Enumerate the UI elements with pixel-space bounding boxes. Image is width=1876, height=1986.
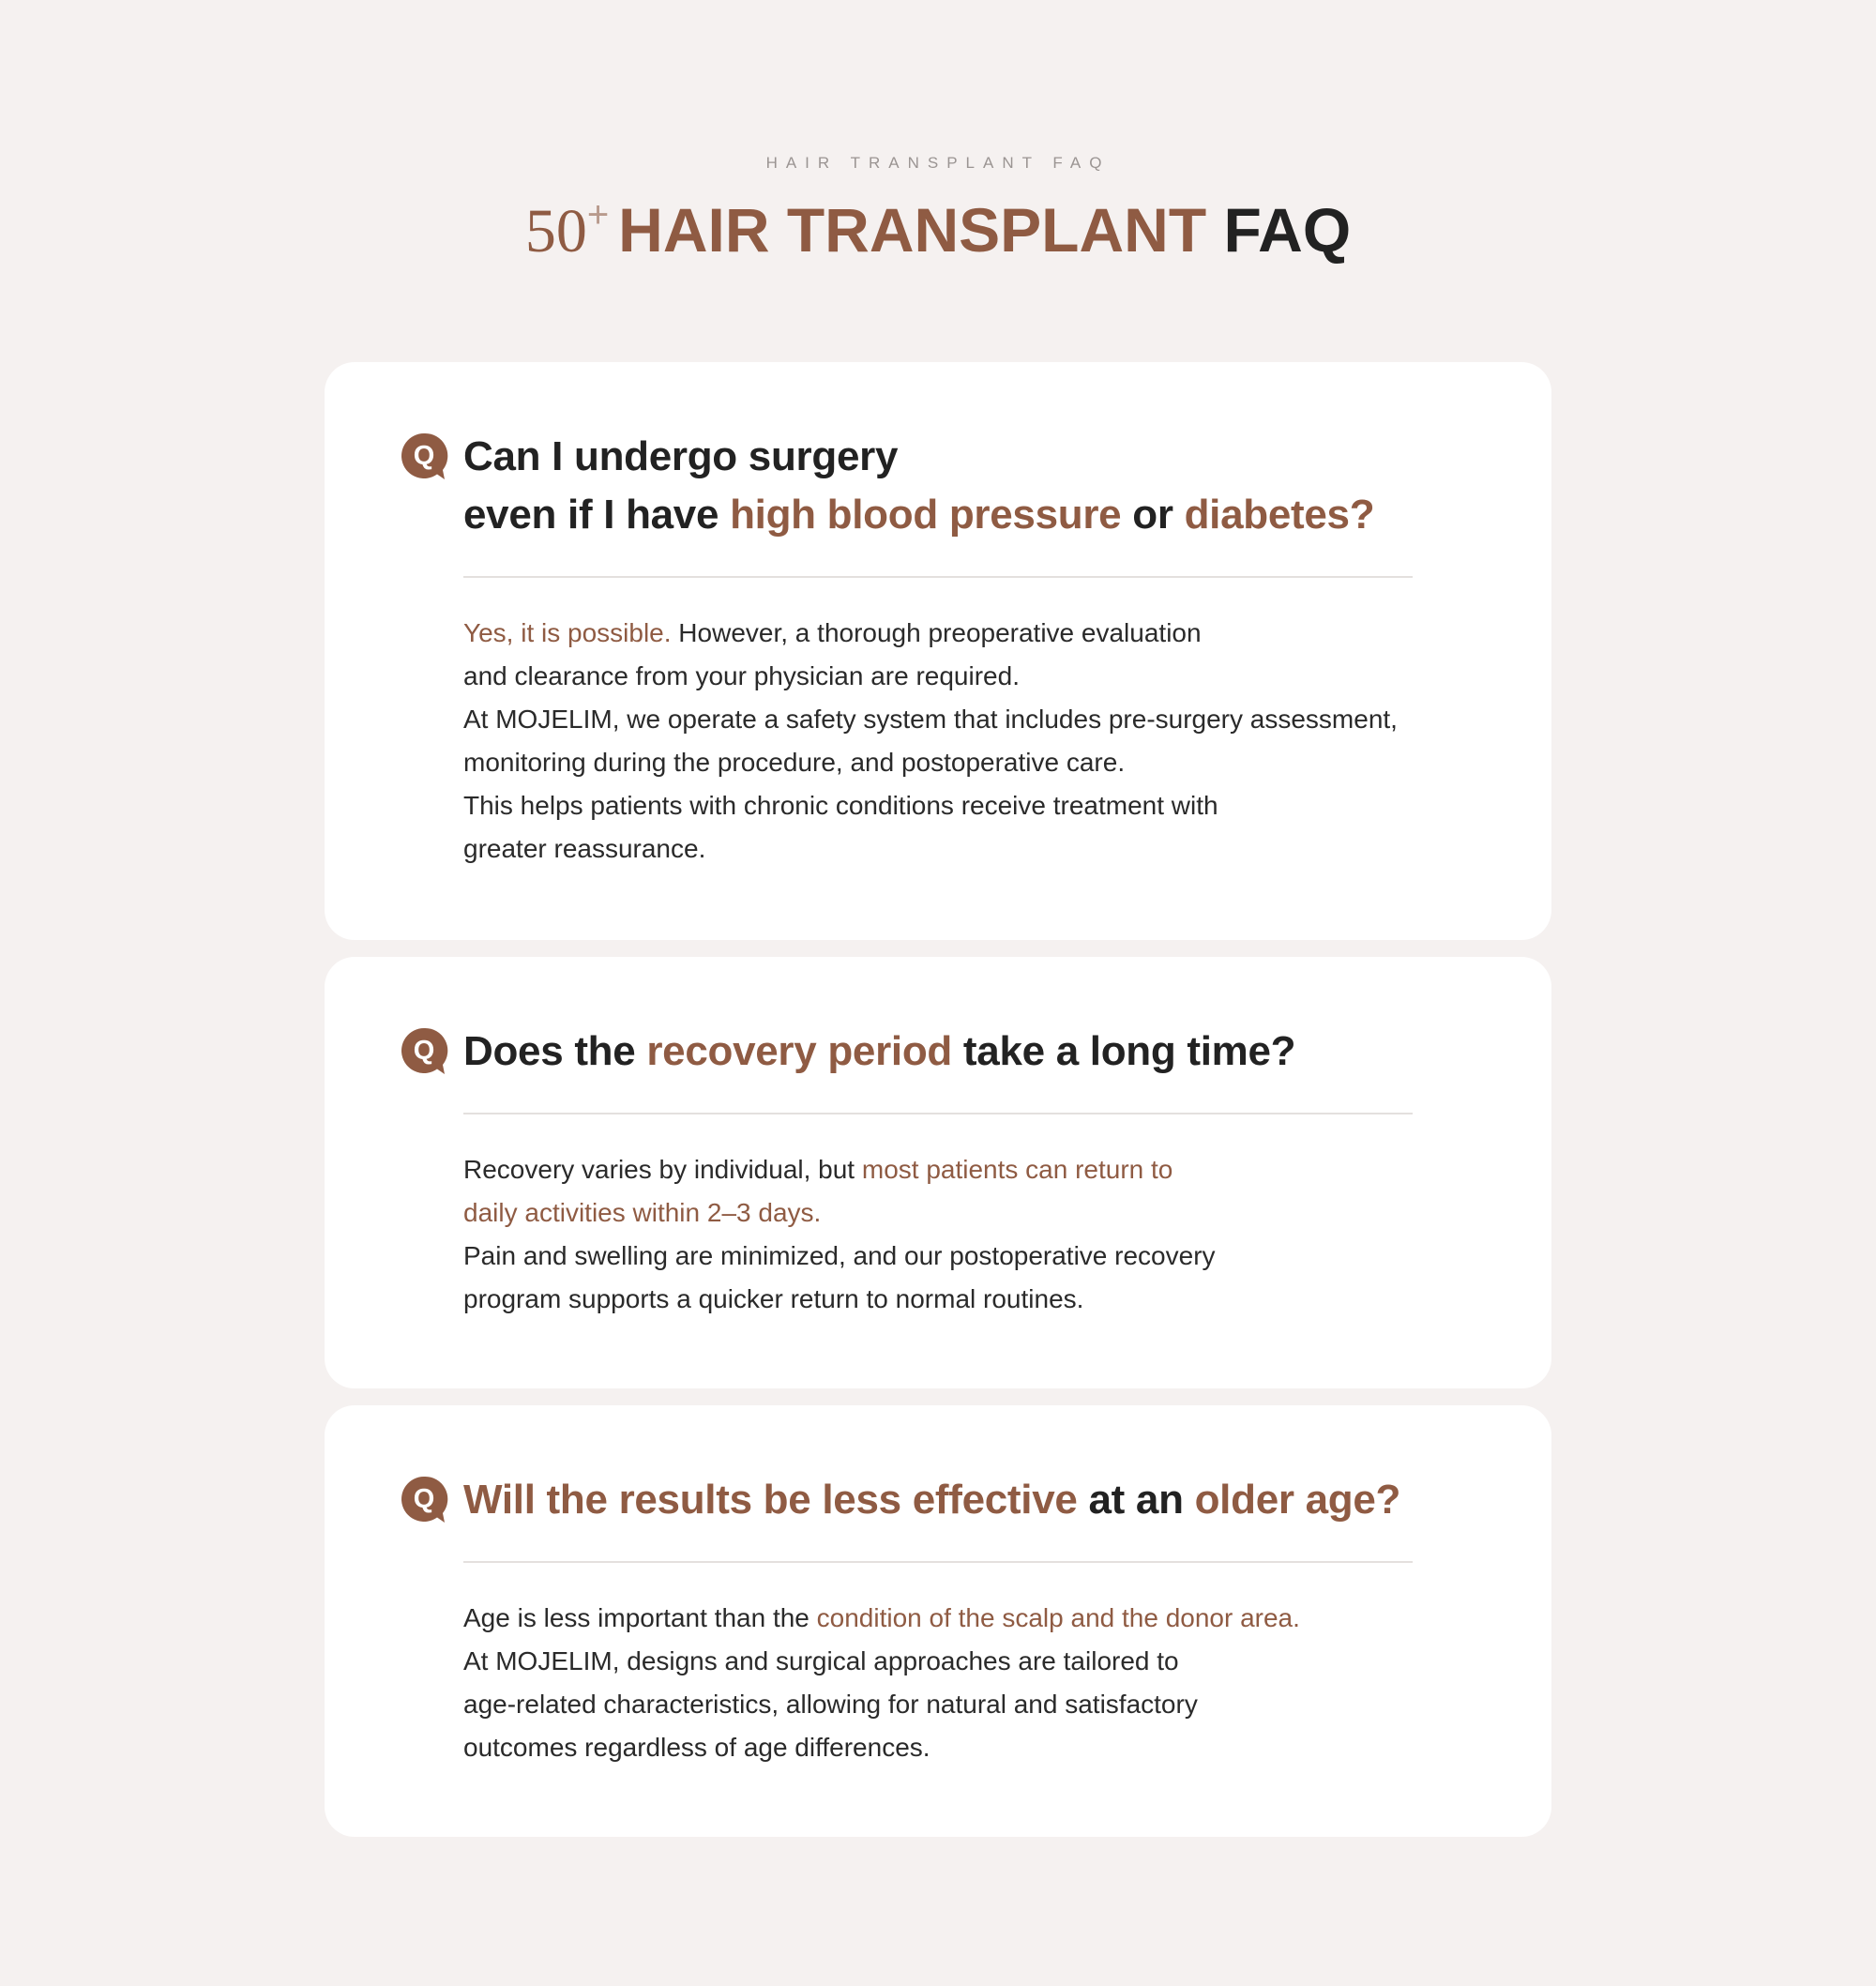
question-line <box>463 1471 1458 1529</box>
answer-line: At MOJELIM, designs and surgical approaches are tailored to <box>463 1646 1179 1675</box>
question-highlight: high blood pressure <box>730 492 1122 538</box>
question-line <box>463 486 1458 544</box>
faq-divider <box>463 1113 1413 1114</box>
title-highlight: HAIR TRANSPLANT <box>618 195 1207 265</box>
faq-answer-1 <box>463 612 1458 871</box>
answer-line: greater reassurance. <box>463 834 706 863</box>
question-highlight: older age? <box>1194 1477 1401 1523</box>
answer-line: and clearance from your physician are required. <box>463 661 1020 690</box>
answer-line: age-related characteristics, allowing for natural and satisfactory <box>463 1690 1198 1719</box>
faq-divider <box>463 576 1413 578</box>
svg-text:Q: Q <box>413 1484 435 1514</box>
faq-card-3 <box>325 1405 1551 1837</box>
question-text: Does the <box>463 1028 647 1074</box>
question-highlight: recovery period <box>646 1028 952 1074</box>
question-text: at an <box>1077 1477 1195 1523</box>
page-title <box>0 192 1876 277</box>
q-speech-bubble-icon <box>400 1026 448 1075</box>
answer-line <box>463 612 1458 655</box>
answer-line: This helps patients with chronic conditions receive treatment with <box>463 791 1218 820</box>
section-eyebrow: HAIR TRANSPLANT FAQ <box>765 154 1111 172</box>
faq-card-1 <box>325 362 1551 940</box>
answer-line <box>463 1597 1458 1640</box>
svg-text:Q: Q <box>413 1036 435 1066</box>
faq-card-2 <box>325 957 1551 1388</box>
answer-text: However, a thorough preoperative evaluation <box>671 618 1202 647</box>
question-highlight: Will the results be less effective <box>463 1477 1078 1523</box>
answer-highlight: Yes, it is possible. <box>463 618 672 647</box>
question-text: or <box>1121 492 1185 538</box>
faq-question-2 <box>463 1023 1458 1081</box>
q-speech-bubble-icon <box>400 1475 448 1524</box>
answer-highlight: condition of the scalp and the donor area. <box>816 1603 1300 1632</box>
answer-text: Recovery varies by individual, but <box>463 1155 862 1184</box>
title-faq: FAQ <box>1223 195 1352 265</box>
answer-line: Pain and swelling are minimized, and our postoperative recovery <box>463 1241 1216 1270</box>
faq-question-3 <box>463 1471 1458 1529</box>
answer-text: Age is less important than the <box>463 1603 817 1632</box>
answer-line: At MOJELIM, we operate a safety system that includes pre-surgery assessment, <box>463 705 1398 734</box>
answer-line <box>463 1148 1458 1191</box>
faq-answer-3 <box>463 1597 1458 1769</box>
answer-line: daily activities within 2–3 days. <box>463 1198 822 1227</box>
svg-text:Q: Q <box>413 441 435 471</box>
question-line: Can I undergo surgery <box>463 433 899 479</box>
title-number: 50 <box>524 197 587 265</box>
answer-line: outcomes regardless of age differences. <box>463 1733 930 1762</box>
question-highlight: diabetes? <box>1184 492 1375 538</box>
faq-answer-2 <box>463 1148 1458 1321</box>
q-speech-bubble-icon <box>400 432 448 480</box>
answer-line: program supports a quicker return to normal routines. <box>463 1284 1084 1313</box>
question-text: even if I have <box>463 492 731 538</box>
question-text: take a long time? <box>952 1028 1296 1074</box>
faq-divider <box>463 1561 1413 1563</box>
answer-highlight: most patients can return to <box>861 1155 1173 1184</box>
faq-question-1 <box>463 428 1458 544</box>
title-plus: + <box>586 194 610 235</box>
answer-line: monitoring during the procedure, and postoperative care. <box>463 748 1126 777</box>
question-line <box>463 1023 1458 1081</box>
